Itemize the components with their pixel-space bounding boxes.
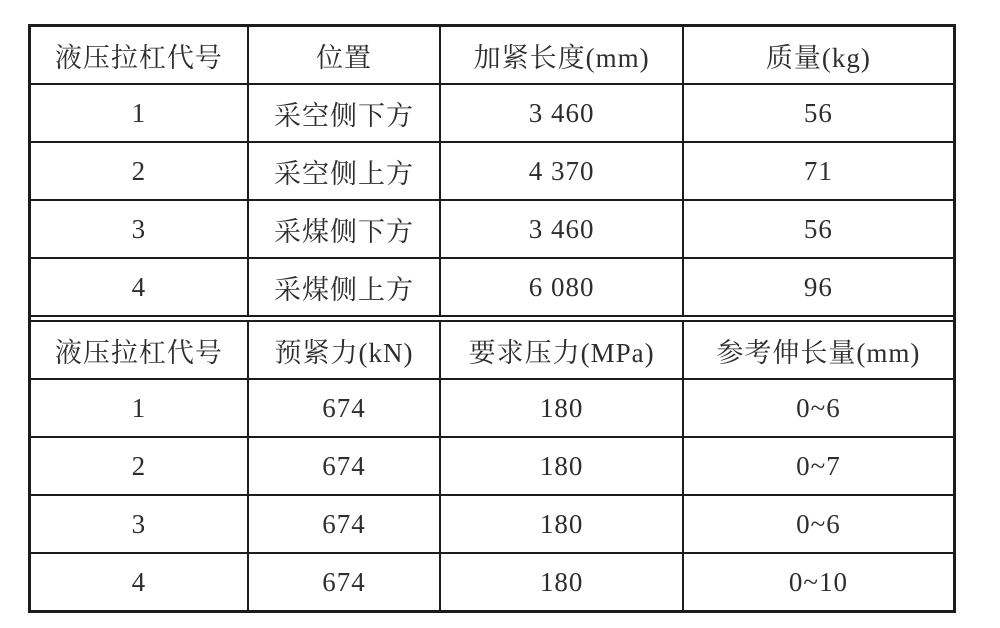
cell-position: 采煤侧上方 (248, 258, 441, 315)
cell-code: 1 (31, 84, 248, 142)
header-cell-required-pressure: 要求压力(MPa) (440, 322, 682, 379)
cell-mass: 71 (683, 142, 953, 200)
cell-clamp-length: 6 080 (440, 258, 682, 315)
table-row (31, 258, 953, 315)
cell-mass: 96 (683, 258, 953, 315)
cell-elongation: 0~10 (683, 553, 953, 610)
cell-code: 2 (31, 437, 248, 495)
table-row (31, 200, 953, 258)
cell-code: 4 (31, 553, 248, 610)
cell-pretension: 674 (248, 495, 441, 553)
cell-required-pressure: 180 (440, 379, 682, 437)
cell-code: 3 (31, 495, 248, 553)
section-divider-double-rule (31, 315, 953, 322)
cell-code: 2 (31, 142, 248, 200)
header-cell-mass: 质量(kg) (683, 27, 953, 84)
header-cell-elongation: 参考伸长量(mm) (683, 322, 953, 379)
header-cell-code: 液压拉杠代号 (31, 322, 248, 379)
header-cell-clamp-length: 加紧长度(mm) (440, 27, 682, 84)
table-row (31, 142, 953, 200)
table-row (31, 553, 953, 610)
header-cell-pretension: 预紧力(kN) (248, 322, 441, 379)
table-header-row (31, 27, 953, 84)
cell-mass: 56 (683, 84, 953, 142)
table-header-row (31, 322, 953, 379)
cell-elongation: 0~6 (683, 495, 953, 553)
table-row (31, 437, 953, 495)
cell-elongation: 0~6 (683, 379, 953, 437)
header-cell-position: 位置 (248, 27, 441, 84)
cell-pretension: 674 (248, 553, 441, 610)
cell-position: 采空侧上方 (248, 142, 441, 200)
cell-required-pressure: 180 (440, 495, 682, 553)
cell-pretension: 674 (248, 379, 441, 437)
tie-rod-table (28, 24, 956, 613)
cell-required-pressure: 180 (440, 437, 682, 495)
cell-clamp-length: 4 370 (440, 142, 682, 200)
table-row (31, 379, 953, 437)
cell-code: 1 (31, 379, 248, 437)
header-cell-code: 液压拉杠代号 (31, 27, 248, 84)
cell-position: 采煤侧下方 (248, 200, 441, 258)
cell-clamp-length: 3 460 (440, 84, 682, 142)
cell-required-pressure: 180 (440, 553, 682, 610)
tie-rod-pretension-table (31, 322, 953, 610)
table-row (31, 495, 953, 553)
tie-rod-spec-table (31, 27, 953, 315)
cell-mass: 56 (683, 200, 953, 258)
cell-pretension: 674 (248, 437, 441, 495)
cell-code: 4 (31, 258, 248, 315)
cell-elongation: 0~7 (683, 437, 953, 495)
table-row (31, 84, 953, 142)
cell-clamp-length: 3 460 (440, 200, 682, 258)
cell-position: 采空侧下方 (248, 84, 441, 142)
cell-code: 3 (31, 200, 248, 258)
